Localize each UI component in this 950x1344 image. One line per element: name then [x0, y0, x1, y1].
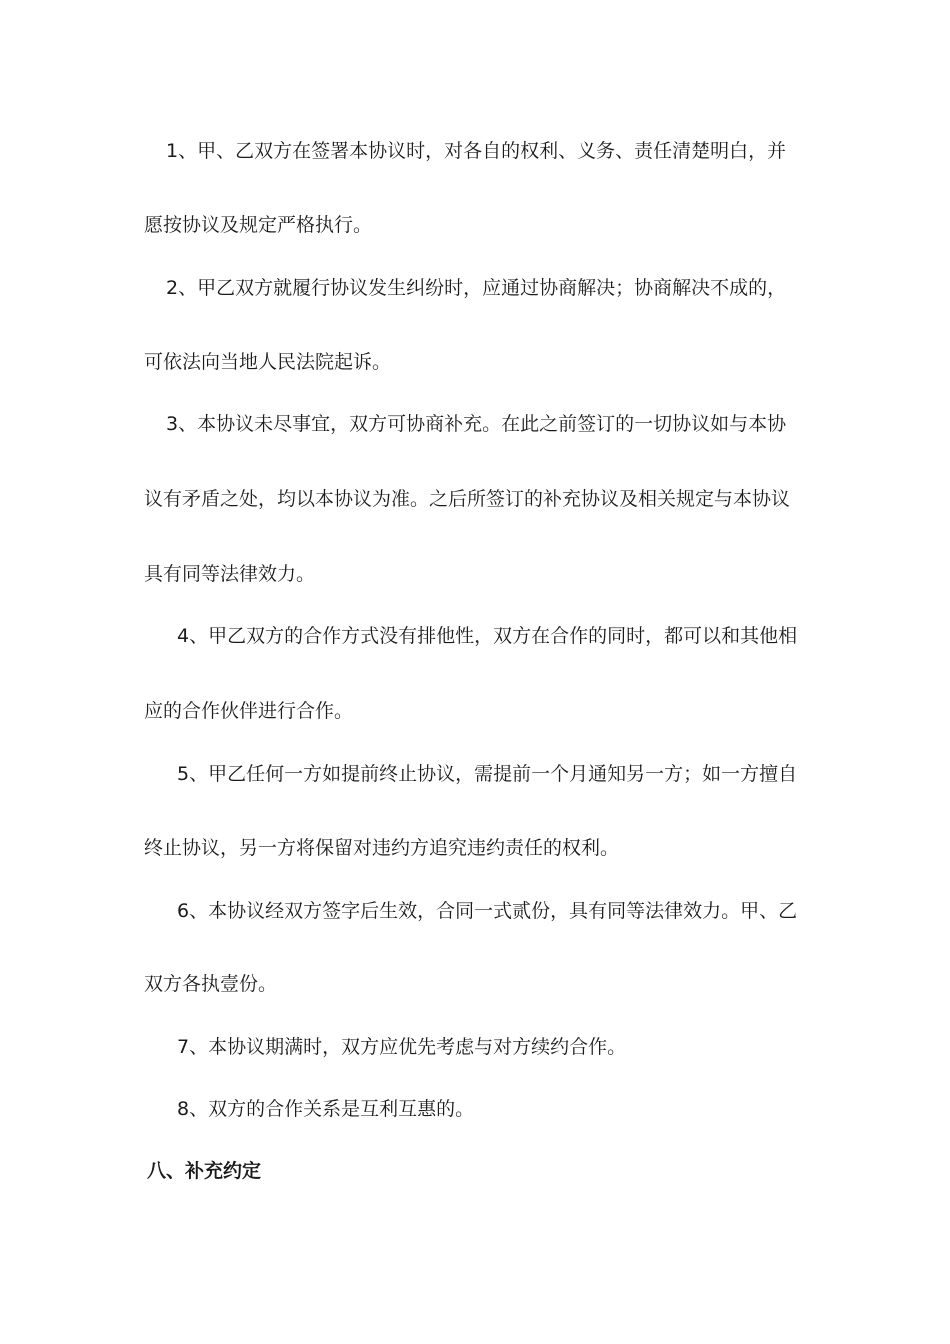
- clause-4-line-2: 应的合作伙伴进行合作。: [144, 700, 354, 722]
- section-heading: 八、补充约定: [147, 1160, 262, 1182]
- clause-3-line-3: 具有同等法律效力。: [144, 563, 316, 585]
- clause-7-line-1: 7、本协议期满时，双方应优先考虑与对方续约合作。: [177, 1036, 627, 1058]
- clause-5-line-2: 终止协议，另一方将保留对违约方追究违约责任的权利。: [144, 837, 620, 859]
- clause-6-line-1: 6、本协议经双方签字后生效，合同一式贰份，具有同等法律效力。甲、乙: [177, 900, 798, 922]
- clause-3-line-1: 3、本协议未尽事宜，双方可协商补充。在此之前签订的一切协议如与本协: [166, 413, 787, 435]
- clause-1-line-1: 1、甲、乙双方在签署本协议时，对各自的权利、义务、责任清楚明白，并: [166, 140, 787, 162]
- clause-3-line-2: 议有矛盾之处，均以本协议为准。之后所签订的补充协议及相关规定与本协议: [144, 488, 791, 510]
- clause-4-line-1: 4、甲乙双方的合作方式没有排他性，双方在合作的同时，都可以和其他相: [177, 625, 798, 647]
- clause-6-line-2: 双方各执壹份。: [144, 973, 278, 995]
- clause-1-line-2: 愿按协议及规定严格执行。: [144, 214, 373, 236]
- clause-2-line-1: 2、甲乙双方就履行协议发生纠纷时，应通过协商解决；协商解决不成的，: [166, 277, 787, 299]
- clause-2-line-2: 可依法向当地人民法院起诉。: [144, 351, 392, 373]
- clause-5-line-1: 5、甲乙任何一方如提前终止协议，需提前一个月通知另一方；如一方擅自: [177, 763, 798, 785]
- clause-8-line-1: 8、双方的合作关系是互利互惠的。: [177, 1098, 475, 1120]
